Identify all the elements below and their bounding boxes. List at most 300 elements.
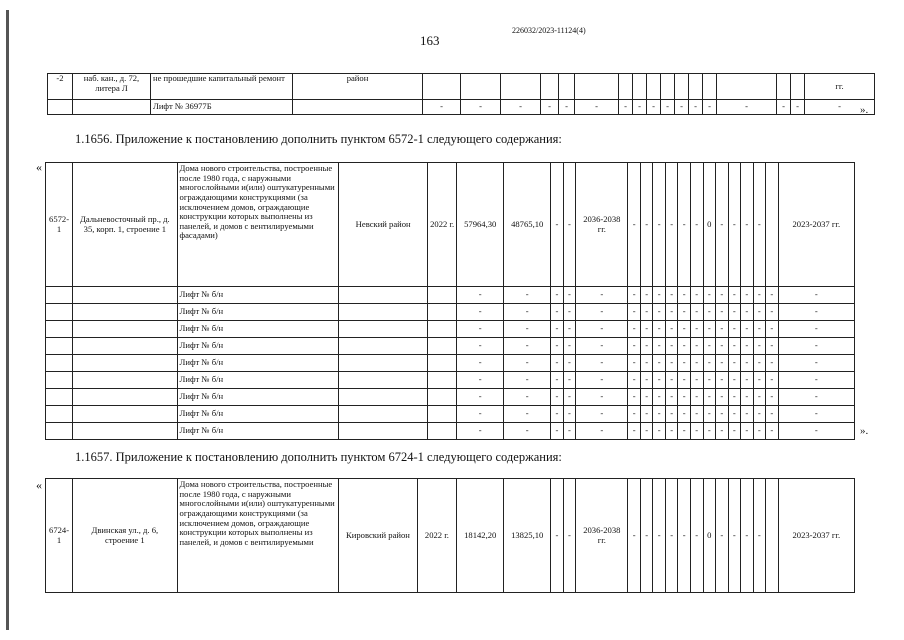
dash-cell: -	[766, 355, 779, 372]
dash-cell: -	[791, 100, 805, 115]
dash-cell: -	[678, 479, 691, 593]
dash-cell: -	[728, 321, 741, 338]
dash-cell: -	[628, 423, 641, 440]
dash-cell: -	[640, 389, 653, 406]
empty-cell	[428, 355, 457, 372]
dash-cell: -	[703, 389, 716, 406]
dash-cell: -	[778, 304, 854, 321]
empty-cell	[339, 321, 428, 338]
dash-cell: -	[766, 287, 779, 304]
empty-cell	[428, 389, 457, 406]
lift-row	[46, 287, 855, 304]
dash-cell: -	[665, 406, 678, 423]
empty-cell	[46, 372, 73, 389]
dash-cell: -	[628, 479, 641, 593]
dash-cell: -	[665, 287, 678, 304]
empty-cell	[46, 389, 73, 406]
empty-cell	[428, 372, 457, 389]
dash-cell: -	[703, 355, 716, 372]
period-cell: 2036-2038 гг.	[576, 479, 628, 593]
district-cell: Кировский район	[339, 479, 417, 593]
dash-cell: -	[665, 423, 678, 440]
dash-cell: -	[563, 389, 576, 406]
dash-cell: -	[457, 304, 504, 321]
dash-cell: -	[551, 389, 564, 406]
empty-cell	[46, 321, 73, 338]
dash-cell: -	[653, 304, 666, 321]
dash-cell: -	[665, 355, 678, 372]
section-title-1657: 1.1657. Приложение к постановлению дополнить пунктом 6724-1 следующего содержания:	[75, 450, 562, 464]
dash-cell: -	[504, 338, 551, 355]
empty-cell	[339, 423, 428, 440]
lift-row	[46, 423, 855, 440]
dash-cell: -	[741, 287, 754, 304]
empty-cell	[428, 304, 457, 321]
total-area-cell: 57964,30	[457, 163, 504, 287]
dash-cell: -	[778, 287, 854, 304]
empty-cell	[703, 74, 717, 100]
dash-cell: -	[690, 389, 703, 406]
dash-cell: -	[647, 100, 661, 115]
empty-cell	[73, 338, 177, 355]
dash-cell: -	[716, 479, 729, 593]
dash-cell: -	[728, 304, 741, 321]
dash-cell: -	[716, 355, 729, 372]
dash-cell: -	[576, 355, 628, 372]
dash-cell: -	[678, 304, 691, 321]
dash-cell: -	[728, 355, 741, 372]
dash-cell: -	[559, 100, 575, 115]
dash-cell: -	[741, 479, 754, 593]
dash-cell: -	[753, 304, 766, 321]
dash-cell: -	[766, 406, 779, 423]
dash-cell: -	[501, 100, 541, 115]
dash-cell: -	[766, 372, 779, 389]
dash-cell: -	[741, 355, 754, 372]
period-cell: 2036-2038 гг.	[576, 163, 628, 287]
dash-cell: -	[551, 372, 564, 389]
table-6572-1	[45, 162, 855, 440]
dash-cell: -	[576, 423, 628, 440]
dash-cell: -	[423, 100, 461, 115]
empty-cell	[339, 406, 428, 423]
dash-cell: -	[457, 287, 504, 304]
dash-cell: -	[728, 423, 741, 440]
row-number: -2	[48, 74, 73, 100]
dash-cell: -	[563, 355, 576, 372]
address-cell: наб. кан., д. 72, литера Л	[73, 74, 151, 100]
dash-cell: -	[653, 423, 666, 440]
dash-cell: -	[678, 372, 691, 389]
empty-cell	[339, 304, 428, 321]
dash-cell: -	[766, 389, 779, 406]
dash-cell: -	[628, 338, 641, 355]
dash-cell: -	[703, 321, 716, 338]
dash-cell: -	[504, 423, 551, 440]
dash-cell: -	[504, 287, 551, 304]
dash-cell: -	[753, 389, 766, 406]
dash-cell: -	[690, 355, 703, 372]
empty-cell	[791, 74, 805, 100]
empty-cell	[73, 372, 177, 389]
dash-cell: -	[504, 389, 551, 406]
dash-cell: -	[640, 423, 653, 440]
dash-cell: -	[640, 479, 653, 593]
lift-row	[46, 304, 855, 321]
dash-cell: -	[678, 355, 691, 372]
dash-cell: -	[703, 406, 716, 423]
dash-cell: -	[741, 423, 754, 440]
dash-cell: -	[628, 163, 641, 287]
zero-cell: 0	[703, 163, 716, 287]
prev-table	[47, 73, 875, 115]
empty-cell	[428, 338, 457, 355]
empty-cell	[73, 304, 177, 321]
dash-cell: -	[678, 287, 691, 304]
lift-label: Лифт № б/н	[177, 287, 339, 304]
empty-cell	[428, 321, 457, 338]
dash-cell: -	[675, 100, 689, 115]
dash-cell: -	[690, 406, 703, 423]
dash-cell: -	[563, 304, 576, 321]
dash-cell: -	[716, 372, 729, 389]
dash-cell: -	[457, 423, 504, 440]
dash-cell: -	[640, 287, 653, 304]
period-cell: гг.	[805, 74, 875, 100]
dash-cell: -	[551, 304, 564, 321]
empty-cell	[46, 304, 73, 321]
dash-cell: -	[716, 304, 729, 321]
empty-cell	[575, 74, 619, 100]
empty-cell	[717, 74, 777, 100]
address-cell: Двинская ул., д. 6, строение 1	[73, 479, 177, 593]
dash-cell: -	[541, 100, 559, 115]
empty-cell	[46, 338, 73, 355]
empty-cell	[73, 389, 177, 406]
empty-cell	[293, 100, 423, 115]
empty-cell	[46, 355, 73, 372]
dash-cell: -	[576, 304, 628, 321]
lift-row	[46, 321, 855, 338]
dash-cell: -	[563, 372, 576, 389]
dash-cell: -	[628, 389, 641, 406]
dash-cell: -	[778, 338, 854, 355]
district-cell: Невский район	[339, 163, 428, 287]
empty-cell	[46, 406, 73, 423]
empty-cell	[46, 287, 73, 304]
empty-cell	[423, 74, 461, 100]
dash-cell: -	[753, 321, 766, 338]
dash-cell: -	[576, 406, 628, 423]
empty-cell	[559, 74, 575, 100]
dash-cell: -	[689, 100, 703, 115]
address-cell: Дальневосточный пр., д. 35, корп. 1, строение 1	[73, 163, 177, 287]
dash-cell: -	[753, 338, 766, 355]
dash-cell: -	[778, 389, 854, 406]
empty-cell	[501, 74, 541, 100]
zero-cell: 0	[703, 479, 716, 593]
dash-cell: -	[457, 338, 504, 355]
lift-label: Лифт № б/н	[177, 372, 339, 389]
dash-cell: -	[778, 423, 854, 440]
dash-cell: -	[653, 389, 666, 406]
lift-label: Лифт № б/н	[177, 304, 339, 321]
empty-cell	[339, 389, 428, 406]
lift-row	[46, 355, 855, 372]
lift-row	[46, 406, 855, 423]
opening-quote: «	[36, 478, 42, 492]
dash-cell: -	[716, 338, 729, 355]
dash-cell: -	[457, 406, 504, 423]
year-cell: 2022 г.	[417, 479, 457, 593]
dash-cell: -	[703, 287, 716, 304]
dash-cell: -	[690, 338, 703, 355]
dash-cell: -	[665, 389, 678, 406]
dash-cell: -	[653, 287, 666, 304]
dash-cell: -	[766, 321, 779, 338]
dash-cell: -	[461, 100, 501, 115]
lift-row	[46, 372, 855, 389]
dash-cell: -	[690, 304, 703, 321]
empty-cell	[73, 355, 177, 372]
dash-cell: -	[678, 338, 691, 355]
empty-cell	[73, 406, 177, 423]
empty-cell	[339, 287, 428, 304]
lift-label: Лифт № б/н	[177, 406, 339, 423]
dash-cell: -	[576, 389, 628, 406]
dash-cell: -	[678, 321, 691, 338]
dash-cell: -	[563, 406, 576, 423]
dash-cell: -	[753, 479, 766, 593]
dash-cell: -	[665, 372, 678, 389]
dash-cell: -	[690, 423, 703, 440]
dash-cell: -	[678, 163, 691, 287]
dash-cell: -	[741, 163, 754, 287]
dash-cell: -	[457, 321, 504, 338]
dash-cell: -	[628, 287, 641, 304]
dash-cell: -	[753, 355, 766, 372]
dash-cell: -	[551, 406, 564, 423]
district-cell: район	[293, 74, 423, 100]
dash-cell: -	[728, 163, 741, 287]
dash-cell: -	[777, 100, 791, 115]
dash-cell: -	[778, 355, 854, 372]
lift-label: Лифт № б/н	[177, 338, 339, 355]
dash-cell: -	[728, 389, 741, 406]
dash-cell: -	[716, 287, 729, 304]
dash-cell: -	[551, 163, 564, 287]
empty-cell	[73, 423, 177, 440]
dash-cell: -	[551, 423, 564, 440]
dash-cell: -	[805, 100, 875, 115]
empty-cell	[619, 74, 633, 100]
dash-cell: -	[504, 355, 551, 372]
dash-cell: -	[563, 287, 576, 304]
dash-cell: -	[716, 321, 729, 338]
dash-cell: -	[728, 287, 741, 304]
dash-cell: -	[703, 423, 716, 440]
dash-cell: -	[703, 304, 716, 321]
dash-cell: -	[563, 321, 576, 338]
empty-cell	[339, 355, 428, 372]
dash-cell: -	[716, 163, 729, 287]
dash-cell: -	[457, 355, 504, 372]
empty-cell	[73, 287, 177, 304]
dash-cell: -	[753, 287, 766, 304]
dash-cell: -	[563, 423, 576, 440]
dash-cell: -	[563, 163, 576, 287]
empty-cell	[766, 163, 779, 287]
empty-cell	[661, 74, 675, 100]
dash-cell: -	[665, 163, 678, 287]
empty-cell	[541, 74, 559, 100]
dash-cell: -	[619, 100, 633, 115]
dash-cell: -	[690, 479, 703, 593]
dash-cell: -	[661, 100, 675, 115]
empty-cell	[647, 74, 661, 100]
dash-cell: -	[653, 163, 666, 287]
lift-row	[48, 100, 875, 115]
page-number: 163	[420, 33, 440, 48]
dash-cell: -	[563, 479, 576, 593]
dash-cell: -	[728, 406, 741, 423]
closing-quote: ».	[860, 104, 869, 116]
dash-cell: -	[716, 423, 729, 440]
empty-cell	[48, 100, 73, 115]
dash-cell: -	[716, 389, 729, 406]
dash-cell: -	[576, 321, 628, 338]
dash-cell: -	[628, 304, 641, 321]
dash-cell: -	[665, 321, 678, 338]
dash-cell: -	[640, 338, 653, 355]
dash-cell: -	[640, 355, 653, 372]
dash-cell: -	[753, 423, 766, 440]
dash-cell: -	[551, 338, 564, 355]
dash-cell: -	[457, 372, 504, 389]
building-type-cell: Дома нового строительства, построенные после 1980 года, с наружными многослойными и(или) оштукатуренными ограждающими конструкциями (за исключением домов, ограждающие конструкции которых выполнены из панелей, и домов с вентилируемыми фасадами)	[177, 163, 339, 287]
empty-cell	[633, 74, 647, 100]
lift-label: Лифт № б/н	[177, 423, 339, 440]
lift-row	[46, 389, 855, 406]
empty-cell	[461, 74, 501, 100]
lift-label: Лифт № б/н	[177, 355, 339, 372]
dash-cell: -	[628, 372, 641, 389]
empty-cell	[766, 479, 779, 593]
dash-cell: -	[741, 338, 754, 355]
dash-cell: -	[551, 355, 564, 372]
dash-cell: -	[678, 406, 691, 423]
opening-quote: «	[36, 160, 42, 174]
empty-cell	[46, 423, 73, 440]
dash-cell: -	[728, 372, 741, 389]
dash-cell: -	[741, 321, 754, 338]
dash-cell: -	[575, 100, 619, 115]
closing-quote: ».	[860, 425, 869, 437]
dash-cell: -	[504, 321, 551, 338]
empty-cell	[428, 406, 457, 423]
dash-cell: -	[766, 338, 779, 355]
empty-cell	[689, 74, 703, 100]
dash-cell: -	[504, 304, 551, 321]
lift-label: Лифт № 36977Б	[151, 100, 293, 115]
empty-cell	[675, 74, 689, 100]
dash-cell: -	[665, 338, 678, 355]
living-area-cell: 13825,10	[504, 479, 551, 593]
dash-cell: -	[628, 355, 641, 372]
dash-cell: -	[551, 479, 564, 593]
dash-cell: -	[766, 423, 779, 440]
dash-cell: -	[551, 321, 564, 338]
row-number: 6724-1	[46, 479, 73, 593]
living-area-cell: 48765,10	[504, 163, 551, 287]
dash-cell: -	[563, 338, 576, 355]
empty-cell	[339, 338, 428, 355]
dash-cell: -	[640, 304, 653, 321]
lift-row	[46, 338, 855, 355]
dash-cell: -	[778, 406, 854, 423]
dash-cell: -	[665, 304, 678, 321]
dash-cell: -	[653, 321, 666, 338]
section-title-1656: 1.1656. Приложение к постановлению дополнить пунктом 6572-1 следующего содержания:	[75, 132, 562, 146]
dash-cell: -	[576, 287, 628, 304]
dash-cell: -	[690, 287, 703, 304]
dash-cell: -	[665, 479, 678, 593]
empty-cell	[428, 287, 457, 304]
dash-cell: -	[653, 406, 666, 423]
dash-cell: -	[633, 100, 647, 115]
empty-cell	[428, 423, 457, 440]
dash-cell: -	[703, 338, 716, 355]
dash-cell: -	[690, 372, 703, 389]
table-6724-1	[45, 478, 855, 593]
dash-cell: -	[728, 479, 741, 593]
dash-cell: -	[551, 287, 564, 304]
dash-cell: -	[766, 304, 779, 321]
dash-cell: -	[653, 372, 666, 389]
empty-cell	[73, 100, 151, 115]
year-cell: 2022 г.	[428, 163, 457, 287]
dash-cell: -	[703, 100, 717, 115]
final-period-cell: 2023-2037 гг.	[778, 163, 854, 287]
dash-cell: -	[576, 338, 628, 355]
empty-cell	[73, 321, 177, 338]
dash-cell: -	[640, 321, 653, 338]
dash-cell: -	[703, 372, 716, 389]
dash-cell: -	[653, 479, 666, 593]
dash-cell: -	[457, 389, 504, 406]
dash-cell: -	[741, 304, 754, 321]
empty-cell	[339, 372, 428, 389]
dash-cell: -	[690, 321, 703, 338]
dash-cell: -	[741, 406, 754, 423]
dash-cell: -	[504, 372, 551, 389]
dash-cell: -	[741, 372, 754, 389]
total-area-cell: 18142,20	[457, 479, 504, 593]
empty-cell	[777, 74, 791, 100]
dash-cell: -	[678, 423, 691, 440]
dash-cell: -	[741, 389, 754, 406]
row-number: 6572-1	[46, 163, 73, 287]
dash-cell: -	[778, 372, 854, 389]
dash-cell: -	[640, 406, 653, 423]
dash-cell: -	[504, 406, 551, 423]
dash-cell: -	[640, 372, 653, 389]
dash-cell: -	[753, 372, 766, 389]
dash-cell: -	[653, 355, 666, 372]
dash-cell: -	[653, 338, 666, 355]
dash-cell: -	[716, 406, 729, 423]
dash-cell: -	[576, 372, 628, 389]
